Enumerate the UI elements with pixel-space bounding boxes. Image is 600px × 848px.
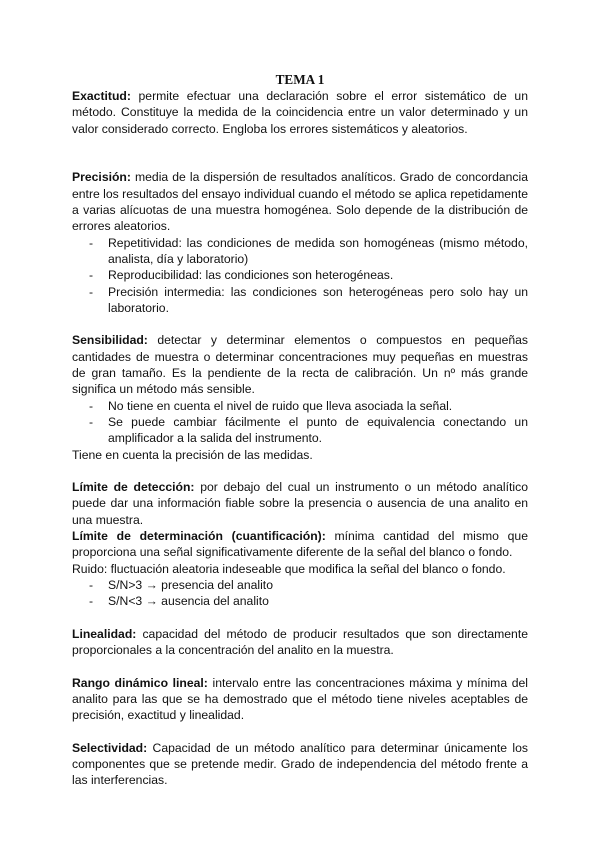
exactitud-paragraph (72, 88, 528, 137)
selectividad-text: Capacidad de un método analítico para determinar únicamente los componentes que se pretende medir. Grado de independencia del método frente a las interferencias. (72, 740, 528, 788)
sensibilidad-list (72, 398, 528, 447)
list-item: - Precisión intermedia: las condiciones son heterogéneas pero solo hay un laboratorio. (89, 284, 528, 315)
sensibilidad-term: Sensibilidad: (72, 333, 148, 348)
limite-deteccion-paragraph (72, 479, 528, 528)
rango-paragraph (72, 675, 528, 724)
sensibilidad-text: detectar y determinar elementos o compuestos en pequeñas cantidades de muestra o determinar concentraciones muy pequeñas en muestras de gran tamaño. Es la pendiente de la recta de calibración. Un nº más grande significa un método más sensible. (72, 333, 528, 397)
sensibilidad-note: Tiene en cuenta la precisión de las medidas. (72, 447, 313, 462)
limite-determinacion-text: mínima cantidad del mismo que proporciona una señal significativamente diferente de la señal del blanco o fondo. (72, 529, 528, 560)
list-item: - Se puede cambiar fácilmente el punto de equivalencia conectando un amplificador a la salida del instrumento. (89, 414, 528, 446)
document-page (72, 72, 528, 789)
limite-determinacion-paragraph (72, 528, 528, 561)
ruido-list (72, 577, 528, 610)
precision-term: Precisión: (72, 170, 131, 185)
precision-paragraph (72, 169, 528, 234)
limite-deteccion-term: Límite de detección: (72, 480, 195, 495)
linealidad-term: Linealidad: (72, 626, 137, 641)
precision-text: media de la dispersión de resultados analíticos. Grado de concordancia entre los resultados del ensayo individual cuando el método se aplica repetidamente a varias alícuotas de una muestra homogénea. Solo depende de la distribución de errores aleatorios. (72, 170, 528, 234)
selectividad-term: Selectividad: (72, 740, 148, 755)
exactitud-text: permite efectuar una declaración sobre el error sistemático de un método. Constituye la medida de la coincidencia entre un valor determinado y un valor considerado correcto. Engloba los errores sistemáticos y aleatorios. (72, 89, 528, 136)
rango-text: intervalo entre las concentraciones máxima y mínima del analito para las que se ha demostrado que el método tiene niveles aceptables de precisión, exactitud y linealidad. (72, 675, 528, 723)
list-item: - S/N>3 → presencia del analito (89, 577, 273, 592)
rango-term: Rango dinámico lineal: (72, 675, 208, 690)
exactitud-term: Exactitud: (72, 89, 131, 103)
precision-list (72, 235, 528, 316)
page-title: TEMA 1 (275, 72, 325, 87)
linealidad-paragraph (72, 626, 528, 659)
list-item: - Reproducibilidad: las condiciones son heterogéneas. (89, 268, 394, 283)
ruido-paragraph: Ruido: fluctuación aleatoria indeseable que modifica la señal del blanco o fondo. (72, 561, 506, 576)
list-item: - S/N<3 → ausencia del analito (89, 594, 269, 609)
list-item: - Repetitividad: las condiciones de medida son homogéneas (mismo método, analista, día y laboratorio) (89, 235, 528, 266)
limite-deteccion-text: por debajo del cual un instrumento o un método analítico puede dar una información fiable sobre la presencia o ausencia de una analito en una muestra. (72, 480, 528, 527)
list-item: - No tiene en cuenta el nivel de ruido que lleva asociada la señal. (89, 398, 453, 413)
linealidad-text: capacidad del método de producir resultados que son directamente proporcionales a la concentración del analito en la muestra. (72, 626, 528, 658)
sensibilidad-paragraph (72, 332, 528, 397)
selectividad-paragraph (72, 740, 528, 789)
limite-determinacion-term: Límite de determinación (cuantificación): (72, 529, 326, 544)
